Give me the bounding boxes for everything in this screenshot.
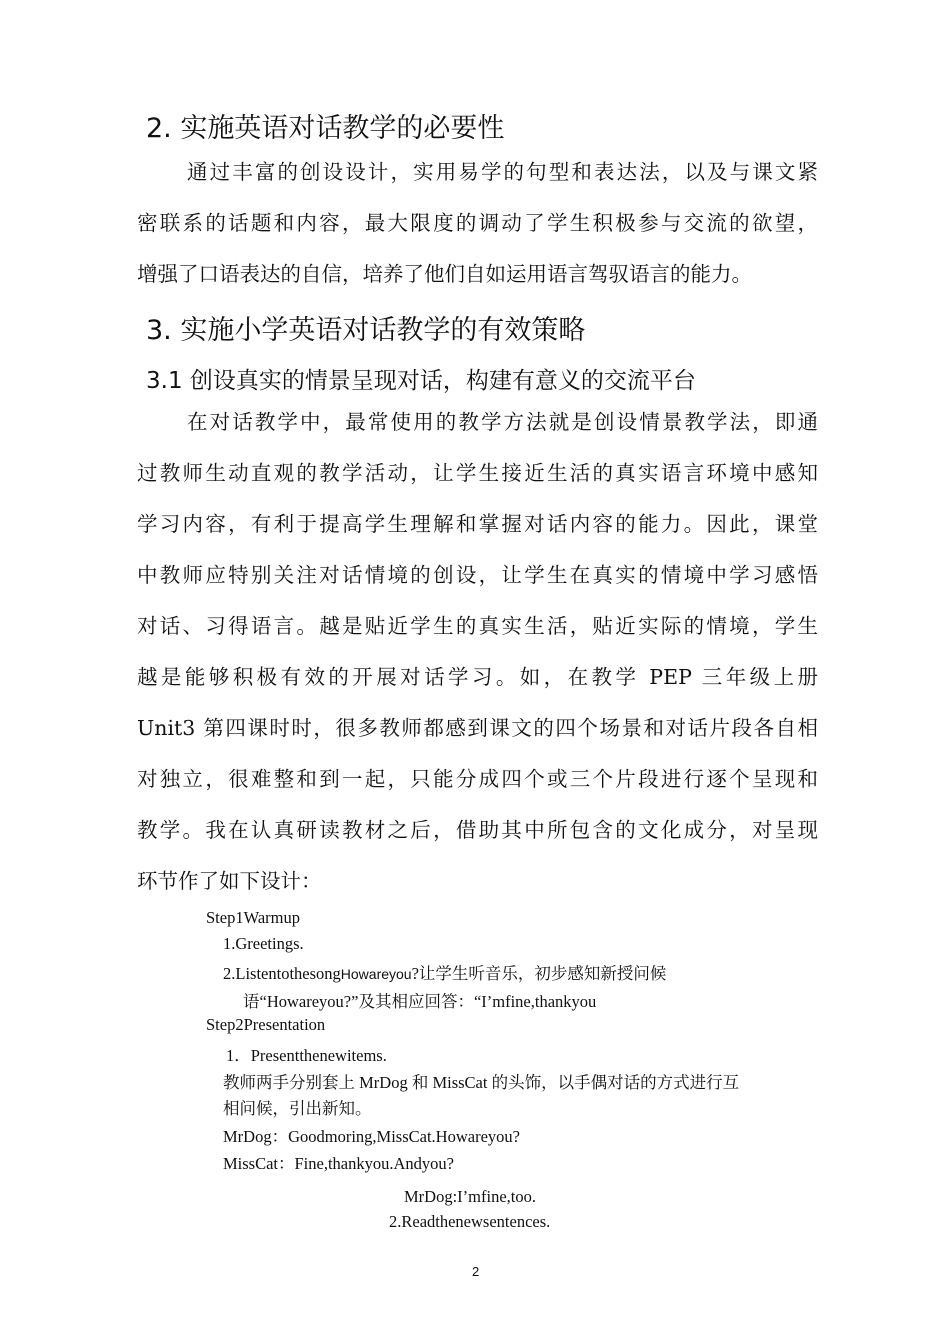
paragraph-line: Unit3 第四课时时，很多教师都感到课文的四个场景和对话片段各自相 — [137, 716, 818, 740]
dialogue-line: MissCat：Fine,thankyou.Andyou? — [223, 1154, 454, 1173]
song-title: Howareyou — [340, 966, 412, 982]
listen-prefix: 2.Listentothesong — [223, 964, 341, 983]
paragraph-line: 过教师生动直观的教学活动，让学生接近生活的真实语言环境中感知 — [137, 461, 818, 485]
paragraph-line: 环节作了如下设计： — [137, 869, 322, 893]
section-3-heading: 3. 实施小学英语对话教学的有效策略 — [146, 315, 586, 346]
paragraph-line: 中教师应特别关注对话情境的创设，让学生在真实的情境中学习感悟 — [137, 563, 818, 587]
step1-label: Step1Warmup — [206, 908, 300, 927]
section-3-1-heading: 3.1 创设真实的情景呈现对话，构建有意义的交流平台 — [146, 368, 696, 394]
dialogue-line: MrDog：Goodmoring,MissCat.Howareyou? — [223, 1127, 520, 1146]
paragraph-line: 在对话教学中，最常使用的教学方法就是创设情景教学法，即通 — [187, 410, 818, 434]
teacher-instruction-line: 相问候，引出新知。 — [223, 1099, 372, 1118]
step2-label: Step2Presentation — [206, 1015, 326, 1034]
dialogue-line: MrDog:I’mfine,too. — [404, 1187, 536, 1206]
paragraph-line: 对独立，很难整和到一起，只能分成四个或三个片段进行逐个呈现和 — [137, 767, 818, 791]
present-item: 1．Presentthenewitems. — [226, 1046, 387, 1065]
paragraph-line: 密联系的话题和内容，最大限度的调动了学生积极参与交流的欲望， — [137, 211, 818, 235]
listen-item — [223, 960, 666, 984]
paragraph-line: 学习内容，有利于提高学生理解和掌握对话内容的能力。因此，课堂 — [137, 512, 818, 536]
section-2-heading: 2. 实施英语对话教学的必要性 — [146, 113, 505, 144]
listen-suffix: ?让学生听音乐，初步感知新授问候 — [411, 964, 667, 983]
paragraph-line: 越是能够积极有效的开展对话学习。如，在教学 PEP 三年级上册 — [137, 665, 818, 689]
paragraph-line: 通过丰富的创设设计，实用易学的句型和表达法，以及与课文紧 — [187, 160, 818, 184]
paragraph-line: 增强了口语表达的自信，培养了他们自如运用语言驾驭语言的能力。 — [137, 262, 752, 286]
read-item: 2.Readthenewsentences. — [389, 1212, 551, 1231]
paragraph-line: 对话、习得语言。越是贴近学生的真实生活，贴近实际的情境，学生 — [137, 614, 818, 638]
paragraph-line: 教学。我在认真研读教材之后，借助其中所包含的文化成分，对呈现 — [137, 818, 818, 842]
teacher-instruction-line: 教师两手分别套上 MrDog 和 MissCat 的头饰，以手偶对话的方式进行互 — [223, 1073, 740, 1092]
listen-item-continued: 语“Howareyou?”及其相应回答：“I’mfine,thankyou — [243, 992, 597, 1011]
section-2-paragraph — [137, 147, 818, 300]
section-3-1-paragraph — [137, 397, 818, 907]
greetings-item: 1.Greetings. — [223, 934, 304, 953]
page-number: 2 — [472, 1264, 480, 1279]
